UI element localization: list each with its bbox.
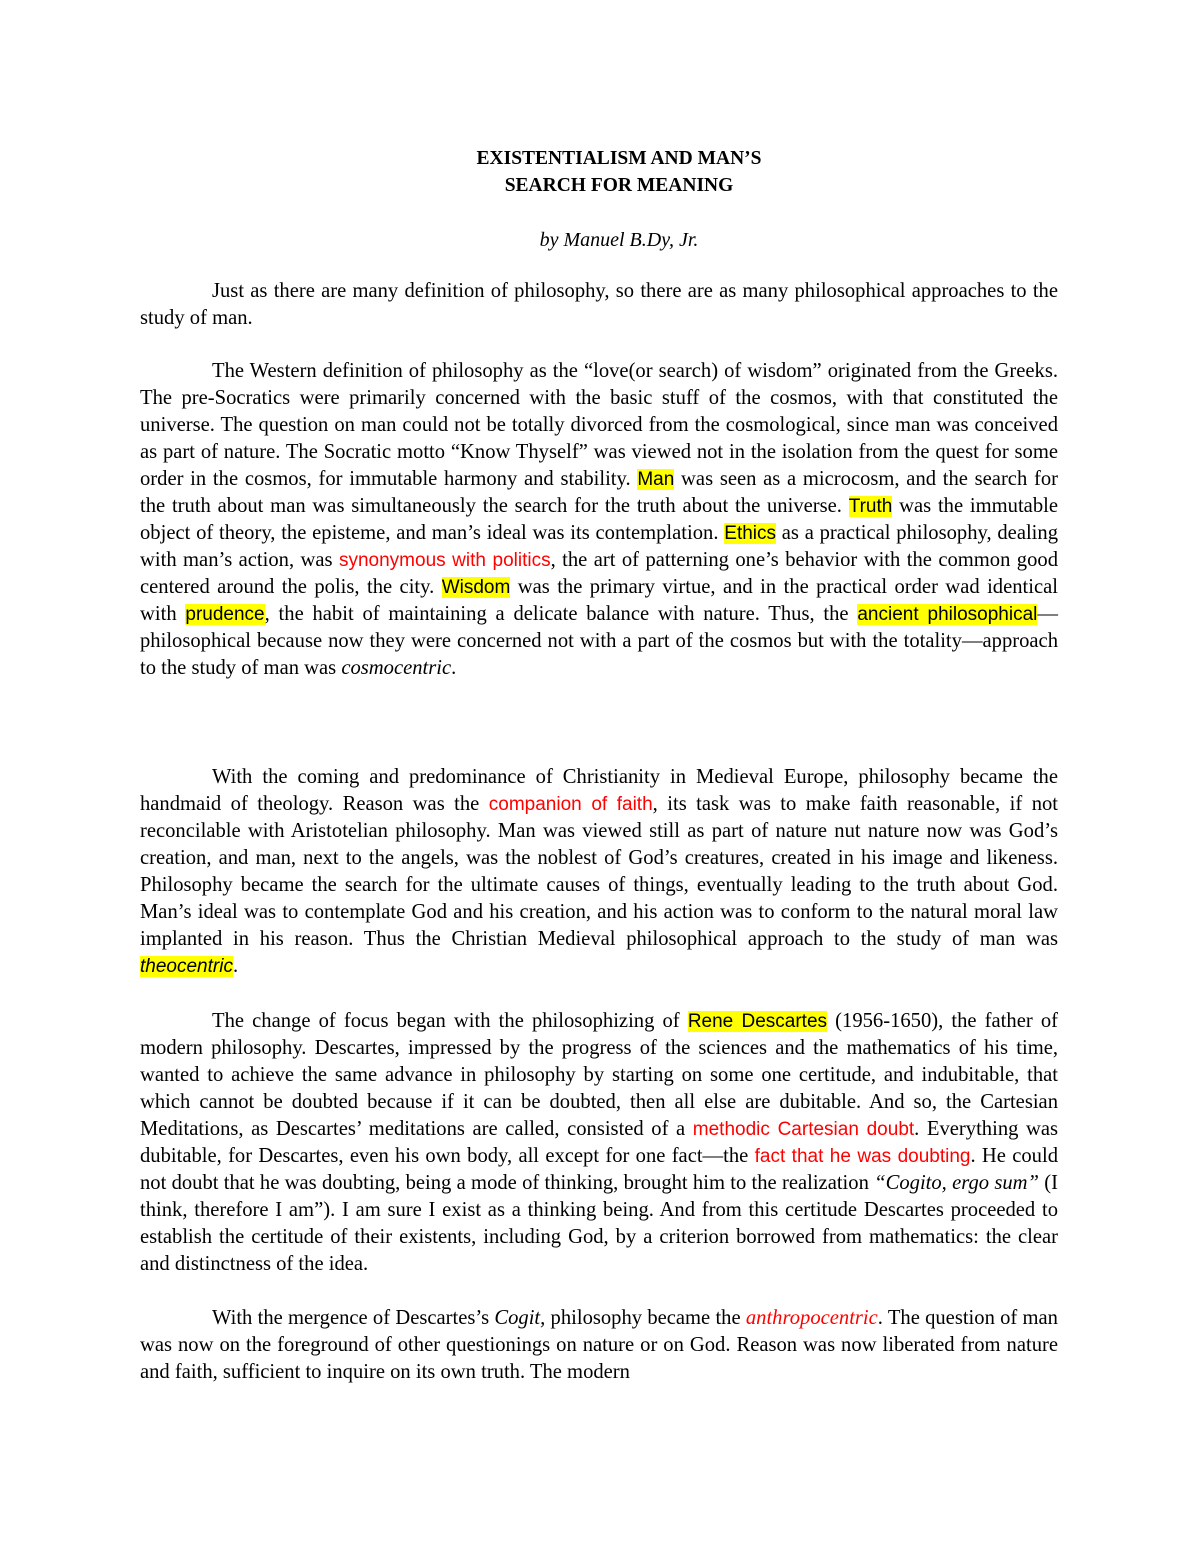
author-byline: by Manuel B.Dy, Jr.	[539, 229, 699, 251]
paragraph-medieval	[140, 764, 1058, 980]
text-span: was the immutable object of theory, the episteme, and man’s ideal was its contemplation.	[140, 495, 1058, 544]
highlight-ethics: Ethics	[724, 523, 777, 544]
paragraph-intro: Just as there are many definition of philosophy, so there are as many philosophical approaches to the study of man.	[140, 280, 1058, 329]
document-title-line1: EXISTENTIALISM AND MAN’S	[476, 148, 762, 169]
red-text-fact-doubting: fact that he was doubting	[754, 1146, 971, 1167]
text-span: , its task was to make faith reasonable, if not reconcilable with Aristotelian philosophy. Man was viewed still as part of nature nut nature now was God’s creation, and man, next to the angels, was the noblest of God’s creatures, created in his image and likeness. Philosophy became the search for the ultimate causes of things, eventually leading to the truth about God. Man’s ideal was to contemplate God and his creation, and his action was to conform to the natural moral law implanted in his reason. Thus the Christian Medieval philosophical approach to the study of man was	[140, 793, 1059, 950]
red-text-companion-of-faith: companion of faith	[488, 794, 653, 815]
text-span: was the primary virtue, and in the practical order wad identical with	[140, 576, 1058, 625]
text-span: philosophy became the	[545, 1307, 746, 1329]
text-span: .	[451, 657, 457, 679]
red-text-methodic-doubt: methodic Cartesian doubt	[692, 1119, 915, 1140]
text-span: With the coming and predominance of Christianity in Medieval Europe, philosophy became the handmaid of theology. Reason was the	[140, 766, 1058, 815]
text-span: was seen as a microcosm, and the search for the truth about man was simultaneously the search for the truth about the universe.	[140, 468, 1058, 517]
text-span: (I think, therefore I am”). I am sure I exist as a thinking being. And from this certitude Descartes proceeded to establish the certitude of their existents, including God, by a criterion borrowed from mathematics: the clear and distinctness of the idea.	[140, 1172, 1059, 1275]
italic-cogito: “Cogito, ergo sum”	[874, 1172, 1040, 1194]
text-span: as a practical philosophy, dealing with man’s action, was	[140, 522, 1059, 571]
text-span: The change of focus began with the philosophizing of	[212, 1010, 688, 1032]
paragraph-modern	[140, 1305, 1058, 1386]
text-span: With the mergence of Descartes’s	[212, 1307, 495, 1329]
highlight-man: Man	[637, 469, 675, 490]
italic-cogit: Cogit,	[494, 1307, 546, 1329]
red-text-politics: synonymous with politics	[338, 550, 551, 571]
paragraph-descartes	[140, 1008, 1058, 1278]
text-span: —philosophical because now they were concerned not with a part of the cosmos but with the totality—approach to the study of man was	[140, 603, 1058, 679]
text-span: , the art of patterning one’s behavior with the common good centered around the polis, the city.	[140, 549, 1058, 598]
italic-cosmocentric: cosmocentric	[341, 657, 452, 679]
text-span: . The question of man was now on the foreground of other questionings on nature or on God. Reason was now liberated from nature and faith, sufficient to inquire on its own truth. The modern	[140, 1307, 1058, 1383]
paragraph-greek	[140, 358, 1058, 682]
text-span: .	[232, 955, 239, 977]
highlight-wisdom: Wisdom	[441, 577, 511, 598]
text-span: . He could not doubt that he was doubting, being a mode of thinking, brought him to the realization	[140, 1145, 1058, 1194]
highlight-rene-descartes: Rene Descartes	[687, 1011, 828, 1032]
text-span: The Western definition of philosophy as the “love(or search) of wisdom” originated from the Greeks. The pre-Socratics were primarily concerned with the basic stuff of the cosmos, with that constituted the universe. The question on man could not be totally divorced from the cosmological, since man was conceived as part of nature. The Socratic motto “Know Thyself” was viewed not in the isolation from the quest for some order in the cosmos, for immutable harmony and stability.	[140, 360, 1058, 490]
document-title-line2: SEARCH FOR MEANING	[504, 175, 734, 196]
text-span: , the habit of maintaining a delicate balance with nature. Thus, the	[264, 603, 858, 625]
text-span: (1956-1650), the father of modern philosophy. Descartes, impressed by the progress of the sciences and the mathematics of his time, wanted to achieve the same advance in philosophy by starting on some one certitude, and indubitable, that which cannot be doubted because if it can be doubted, then all else are dubitable. And so, the Cartesian Meditations, as Descartes’ meditations are called, consisted of a	[140, 1010, 1058, 1140]
text-span: . Everything was dubitable, for Descartes, even his own body, all except for one fact—the	[140, 1118, 1059, 1167]
highlight-truth: Truth	[848, 496, 893, 517]
highlight-ancient-philosophical: ancient philosophical	[857, 604, 1038, 625]
highlight-prudence: prudence	[185, 604, 265, 625]
red-italic-anthropocentric: anthropocentric	[745, 1307, 878, 1329]
highlight-theocentric: theocentric	[140, 956, 233, 977]
